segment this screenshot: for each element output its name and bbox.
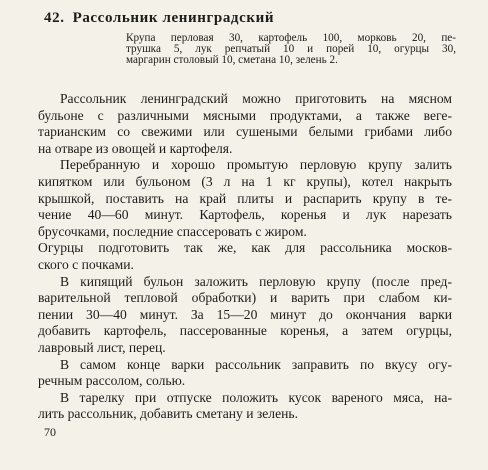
text-line: В тарелку при отпуске положить кусок вареного мяса, на-: [60, 389, 452, 405]
ingredient-list: [126, 33, 456, 66]
text-line: бульоне с различными мясными продуктами, а также веге-: [38, 107, 452, 123]
text-line: В самом конце варки рассольник заправить по вкусу огу-: [60, 356, 452, 372]
text-line: крышкой, поставить на край плиты и распарить крупу в те-: [38, 190, 452, 206]
text-line: ского с почками.: [38, 256, 134, 272]
text-line: кипятком или бульоном (3 л на 1 кг крупы), котел накрыть: [38, 173, 452, 189]
recipe-title: [44, 10, 274, 27]
text-line: Перебранную и хорошо промытую перловую крупу залить: [60, 157, 452, 173]
text-line: Огурцы подготовить так же, как для рассольника москов-: [38, 240, 452, 256]
text-line: Рассольник ленинградский можно приготовить на мясном: [60, 91, 452, 106]
text-line: тарианским со свежими или сушеными белыми грибами либо: [38, 124, 452, 140]
page-number: 70: [44, 425, 56, 439]
recipe-number: 42.: [44, 10, 65, 26]
text-line: лить рассольник, добавить сметану и зелень.: [38, 406, 298, 422]
text-line: чение 40—60 минут. Картофель, коренья и лук нарезать: [38, 207, 452, 223]
text-line: брусочками, последние спассеровать с жиром.: [38, 223, 307, 239]
text-line: лавровый лист, перец.: [38, 339, 166, 355]
text-line: пении 30—40 минут. За 15—20 минут до окончания варки: [38, 306, 452, 322]
text-line: добавить картофель, пассерованные коренья, а затем огурцы,: [38, 323, 452, 339]
text-line: варительной тепловой обработки) и варить при слабом ки-: [38, 290, 452, 306]
recipe-body: [38, 91, 452, 423]
ingredient-line: маргарин столовый 10, сметана 10, зелень 2.: [126, 55, 338, 66]
text-line: речным рассолом, солью.: [38, 373, 186, 389]
text-line: на отваре из овощей и картофеля.: [38, 140, 233, 156]
text-line: В кипящий бульон заложить перловую крупу (после пред-: [60, 273, 452, 289]
ingredient-line: трушка 5, лук репчатый 10 и порей 10, огурцы 30,: [126, 44, 456, 55]
recipe-name: Рассольник ленинградский: [72, 10, 275, 26]
ingredient-line: Крупа перловая 30, картофель 100, морковь 20, пе-: [126, 33, 456, 44]
